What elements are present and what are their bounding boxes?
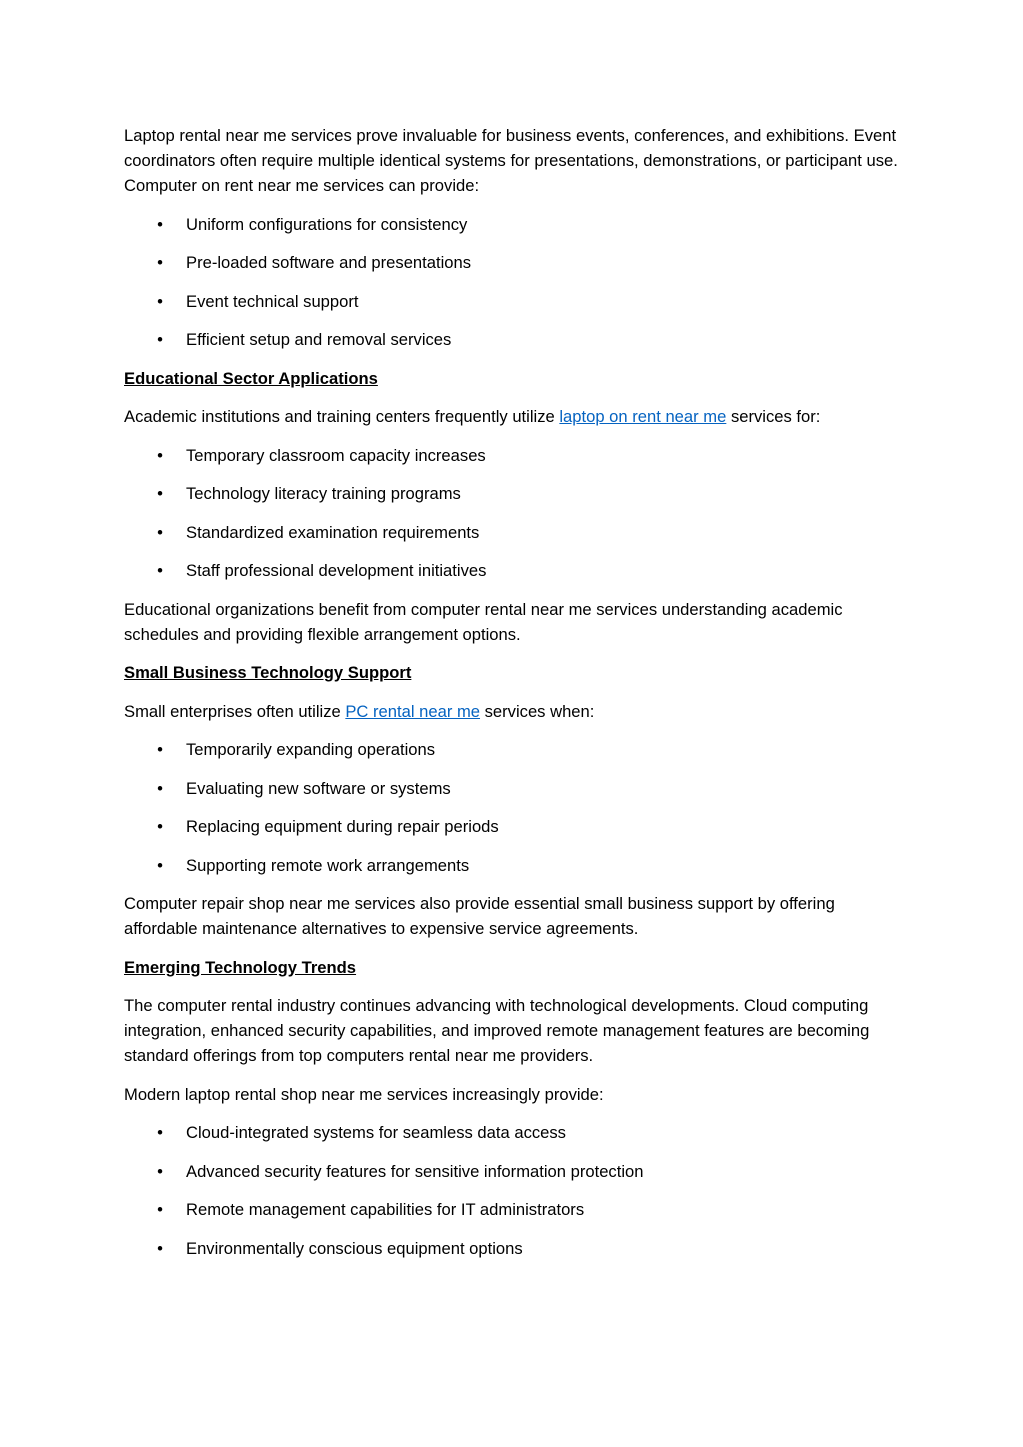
bullet-icon: •	[157, 1123, 163, 1142]
bullet-icon: •	[157, 778, 163, 798]
document-page	[124, 123, 899, 1274]
bullet-icon: •	[157, 1238, 163, 1258]
list-item-text: Advanced security features for sensitive information protection	[186, 1161, 644, 1181]
small-business-lead-after: services when:	[480, 701, 595, 721]
bullet-icon: •	[157, 330, 163, 349]
list-item	[124, 1159, 899, 1184]
education-lead-before: Academic institutions and training centers frequently utilize	[124, 407, 560, 426]
bullet-icon: •	[157, 740, 163, 759]
small-business-list	[124, 737, 899, 878]
list-item	[124, 443, 899, 468]
list-item	[124, 289, 899, 314]
list-item	[124, 1236, 899, 1261]
bullet-icon: •	[157, 1161, 163, 1181]
list-item	[124, 1197, 899, 1222]
small-business-lead	[124, 699, 899, 724]
education-lead-after: services for:	[726, 407, 821, 426]
bullet-icon: •	[157, 445, 163, 465]
small-business-heading: Small Business Technology Support	[124, 663, 412, 682]
list-item	[124, 481, 899, 506]
list-item	[124, 1120, 899, 1145]
list-item-text: Replacing equipment during repair periods	[186, 817, 499, 836]
education-lead	[124, 404, 899, 429]
trends-list	[124, 1120, 899, 1261]
education-closing: Educational organizations benefit from computer rental near me services understanding academic schedules and providing flexible arrangement options.	[124, 599, 843, 644]
list-item-text: Environmentally conscious equipment options	[186, 1238, 523, 1258]
bullet-icon: •	[157, 561, 163, 580]
list-item	[124, 814, 899, 839]
bullet-icon: •	[157, 291, 163, 311]
list-item	[124, 250, 899, 275]
trends-lead: Modern laptop rental shop near me services increasingly provide:	[124, 1084, 604, 1104]
list-item-text: Cloud-integrated systems for seamless data access	[186, 1123, 566, 1142]
list-item-text: Technology literacy training programs	[186, 484, 461, 503]
list-item	[124, 212, 899, 237]
pc-rental-link[interactable]: PC rental near me	[345, 701, 481, 721]
bullet-icon: •	[157, 253, 163, 272]
intro-list	[124, 212, 899, 353]
list-item-text: Uniform configurations for consistency	[186, 214, 468, 234]
list-item-text: Temporarily expanding operations	[186, 740, 436, 759]
bullet-icon: •	[157, 214, 163, 234]
list-item-text: Staff professional development initiatives	[186, 561, 487, 580]
education-heading: Educational Sector Applications	[124, 368, 378, 388]
list-item-text: Supporting remote work arrangements	[186, 855, 470, 875]
list-item-text: Efficient setup and removal services	[186, 330, 452, 349]
list-item	[124, 737, 899, 762]
small-business-lead-before: Small enterprises often utilize	[124, 701, 346, 721]
list-item	[124, 520, 899, 545]
list-item-text: Pre-loaded software and presentations	[186, 253, 472, 272]
trends-heading: Emerging Technology Trends	[124, 957, 357, 977]
list-item-text: Evaluating new software or systems	[186, 778, 451, 798]
bullet-icon: •	[157, 817, 163, 836]
bullet-icon: •	[157, 855, 163, 875]
intro-paragraph: Laptop rental near me services prove invaluable for business events, conferences, and exhibitions. Event coordinators often require multiple identical systems for presentations, demonstrations, or participant use. Computer on rent near me services can provide:	[124, 126, 898, 195]
bullet-icon: •	[157, 522, 163, 542]
list-item	[124, 853, 899, 878]
list-item-text: Temporary classroom capacity increases	[186, 445, 486, 465]
laptop-on-rent-link[interactable]: laptop on rent near me	[559, 407, 727, 426]
list-item	[124, 558, 899, 583]
list-item	[124, 327, 899, 352]
small-business-closing: Computer repair shop near me services also provide essential small business support by offering affordable maintenance alternatives to expensive service agreements.	[124, 894, 835, 938]
list-item-text: Standardized examination requirements	[186, 522, 480, 542]
trends-paragraph: The computer rental industry continues advancing with technological developments. Cloud computing integration, enhanced security capabilities, and improved remote management features are becoming standard offerings from top computers rental near me providers.	[124, 996, 870, 1065]
bullet-icon: •	[157, 484, 163, 503]
list-item-text: Remote management capabilities for IT administrators	[186, 1200, 585, 1219]
bullet-icon: •	[157, 1200, 163, 1219]
list-item	[124, 776, 899, 801]
education-list	[124, 443, 899, 584]
list-item-text: Event technical support	[186, 291, 359, 311]
